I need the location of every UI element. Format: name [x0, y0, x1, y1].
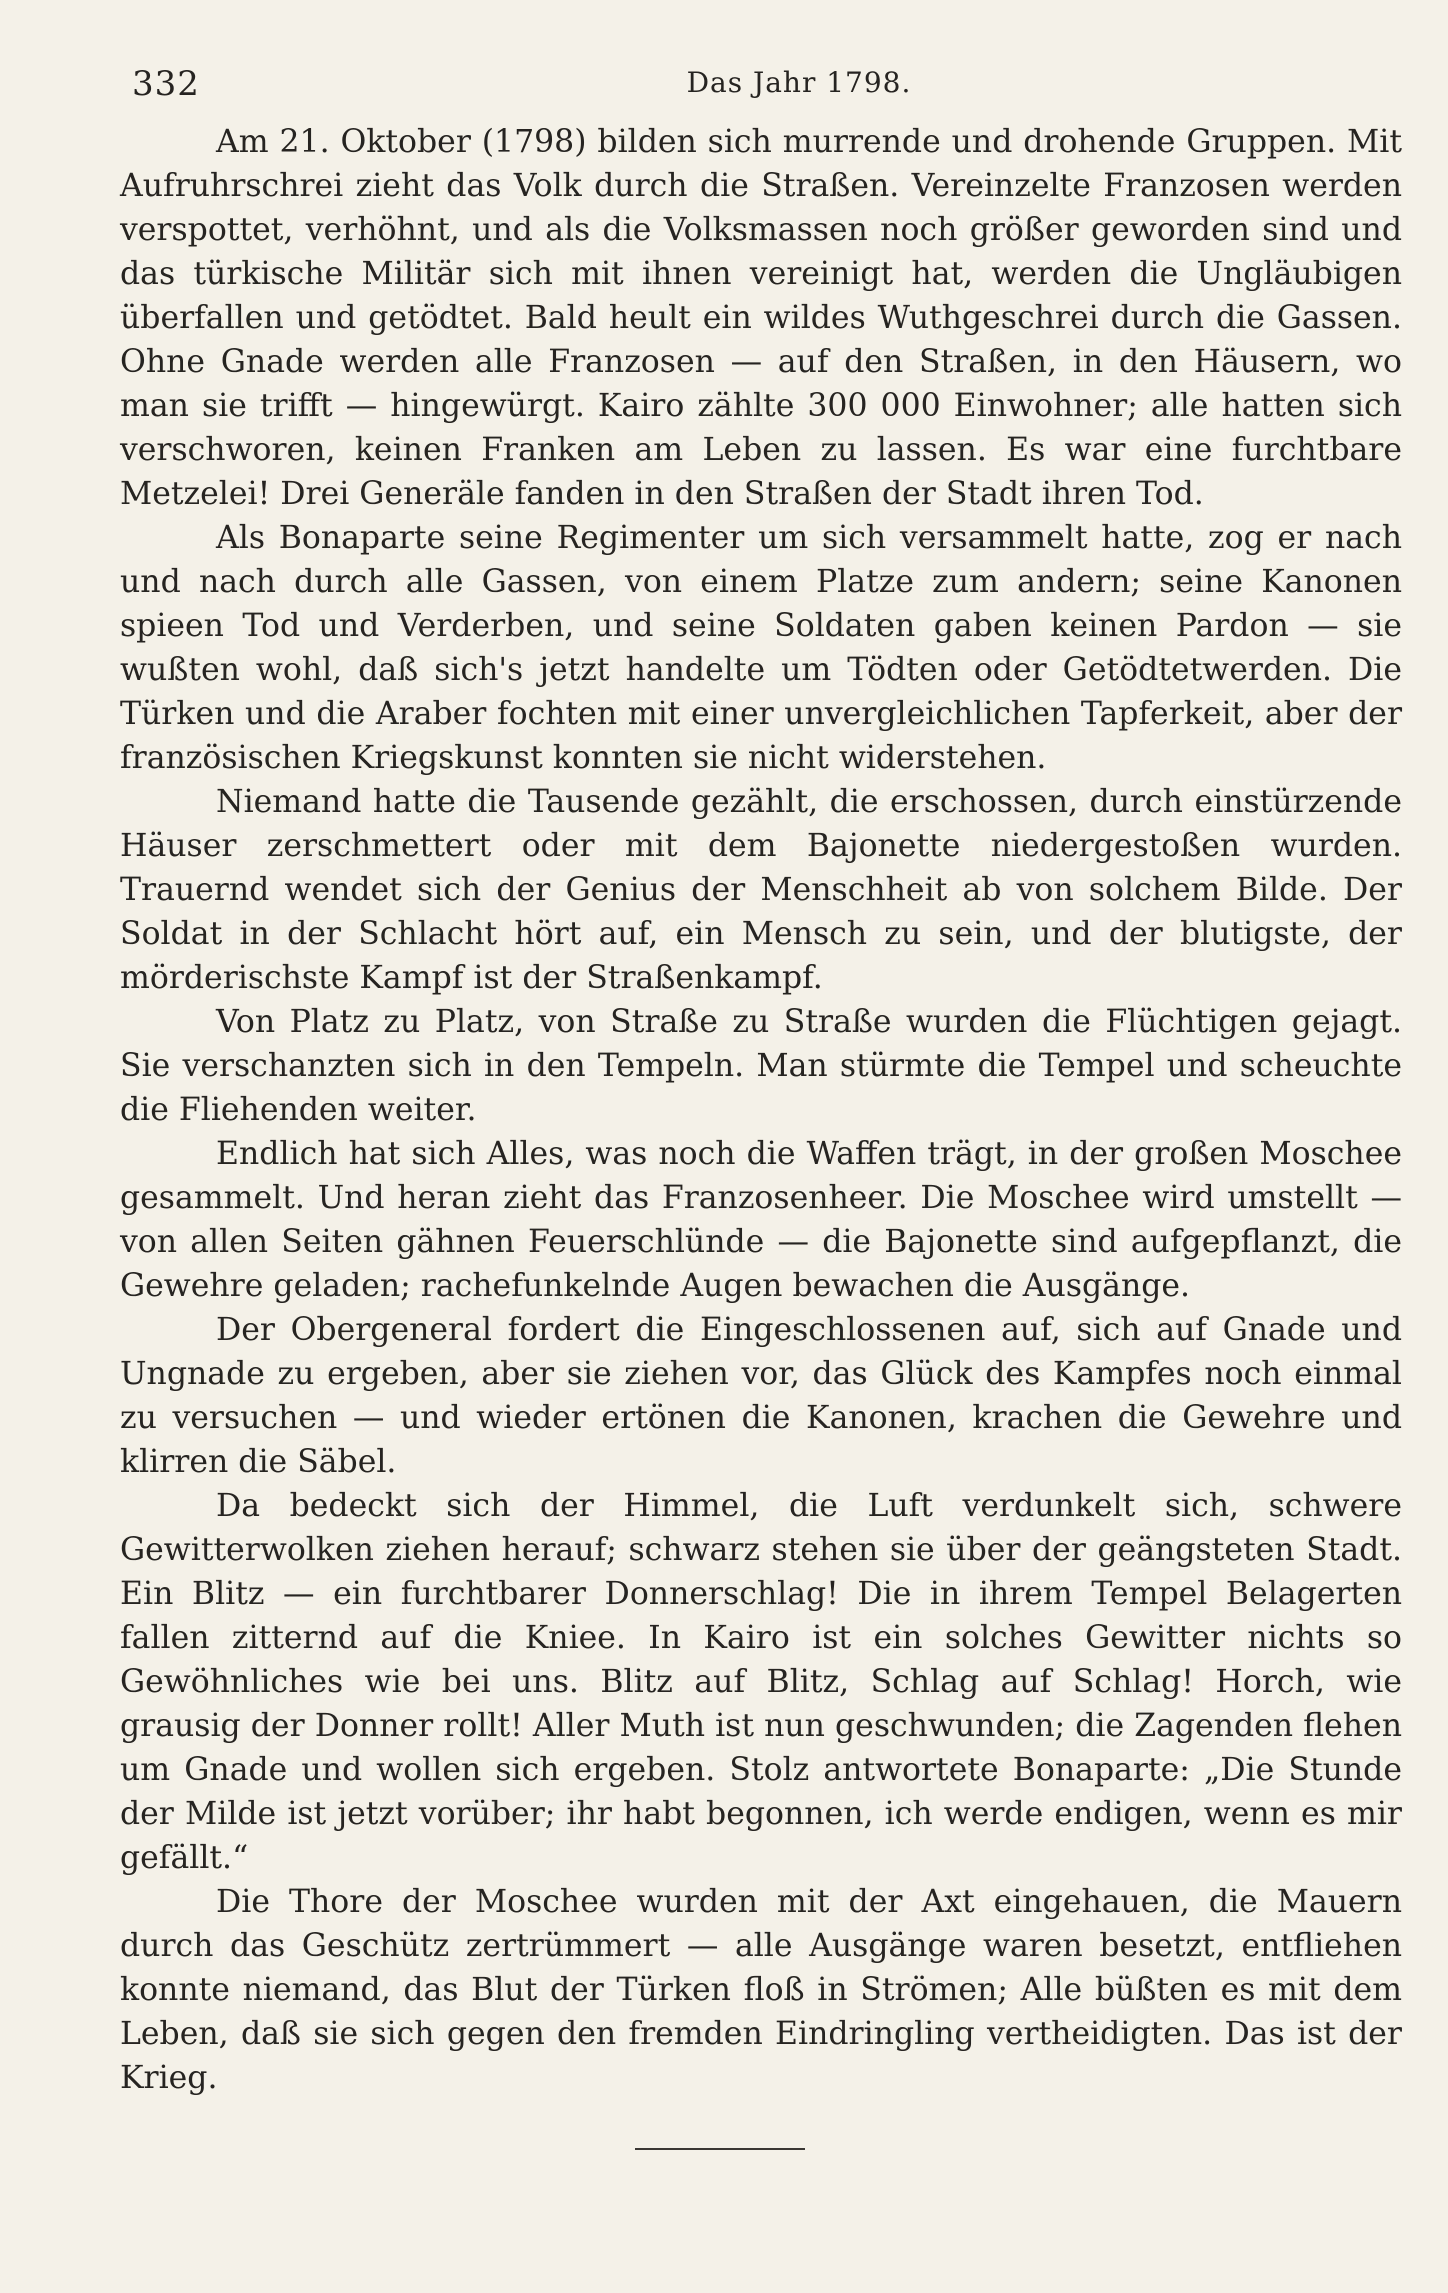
page-number: 332 — [132, 64, 200, 104]
body-text — [120, 120, 1402, 2100]
paragraph: Am 21. Oktober (1798) bilden sich murrende und drohende Gruppen. Mit Aufruhrschrei zieht das Volk durch die Straßen. Vereinzelte Franzosen werden verspottet, verhöhnt, und als die Volksmassen noch größer geworden sind und das türkische Militär sich mit ihnen vereinigt hat, werden die Ungläubigen überfallen und getödtet. Bald heult ein wildes Wuthgeschrei durch die Gassen. Ohne Gnade werden alle Franzosen — auf den Straßen, in den Häusern, wo man sie trifft — hingewürgt. Kairo zählte 300 000 Einwohner; alle hatten sich verschworen, keinen Franken am Leben zu lassen. Es war eine furchtbare Metzelei! Drei Generäle fanden in den Straßen der Stadt ihren Tod. — [120, 124, 1402, 512]
page-header — [120, 58, 1398, 114]
paragraph: Von Platz zu Platz, von Straße zu Straße wurden die Flüchtigen gejagt. Sie verschanzten sich in den Tempeln. Man stürmte die Tempel und scheuchte die Fliehenden weiter. — [120, 1004, 1402, 1128]
paragraph: Die Thore der Moschee wurden mit der Axt eingehauen, die Mauern durch das Geschütz zertrümmert — alle Ausgänge waren besetzt, entfliehen konnte niemand, das Blut der Türken floß in Strömen; Alle büßten es mit dem Leben, daß sie sich gegen den fremden Eindringling vertheidigten. Das ist der Krieg. — [120, 1884, 1402, 2096]
running-title: Das Jahr 1798. — [686, 66, 912, 99]
paragraph: Niemand hatte die Tausende gezählt, die erschossen, durch einstürzende Häuser zerschmettert oder mit dem Bajonette niedergestoßen wurden. Trauernd wendet sich der Genius der Menschheit ab von solchem Bilde. Der Soldat in der Schlacht hört auf, ein Mensch zu sein, und der blutigste, der mörderischste Kampf ist der Straßenkampf. — [120, 784, 1402, 996]
paragraph: Da bedeckt sich der Himmel, die Luft verdunkelt sich, schwere Gewitterwolken ziehen herauf; schwarz stehen sie über der geängsteten Stadt. Ein Blitz — ein furchtbarer Donnerschlag! Die in ihrem Tempel Belagerten fallen zitternd auf die Kniee. In Kairo ist ein solches Gewitter nichts so Gewöhnliches wie bei uns. Blitz auf Blitz, Schlag auf Schlag! Horch, wie grausig der Donner rollt! Aller Muth ist nun geschwunden; die Zagenden flehen um Gnade und wollen sich ergeben. Stolz antwortete Bonaparte: „Die Stunde der Milde ist jetzt vorüber; ihr habt begonnen, ich werde endigen, wenn es mir gefällt.“ — [120, 1488, 1402, 1876]
section-end-rule — [635, 2148, 805, 2150]
paragraph: Endlich hat sich Alles, was noch die Waffen trägt, in der großen Moschee gesammelt. Und heran zieht das Franzosenheer. Die Moschee wird umstellt — von allen Seiten gähnen Feuerschlünde — die Bajonette sind aufgepflanzt, die Gewehre geladen; rachefunkelnde Augen bewachen die Ausgänge. — [120, 1136, 1402, 1304]
paragraph: Als Bonaparte seine Regimenter um sich versammelt hatte, zog er nach und nach durch alle Gassen, von einem Platze zum andern; seine Kanonen spieen Tod und Verderben, und seine Soldaten gaben keinen Pardon — sie wußten wohl, daß sich's jetzt handelte um Tödten oder Getödtetwerden. Die Türken und die Araber fochten mit einer unvergleichlichen Tapferkeit, aber der französischen Kriegskunst konnten sie nicht widerstehen. — [120, 520, 1402, 776]
paragraph: Der Obergeneral fordert die Eingeschlossenen auf, sich auf Gnade und Ungnade zu ergeben, aber sie ziehen vor, das Glück des Kampfes noch einmal zu versuchen — und wieder ertönen die Kanonen, krachen die Gewehre und klirren die Säbel. — [120, 1312, 1402, 1480]
